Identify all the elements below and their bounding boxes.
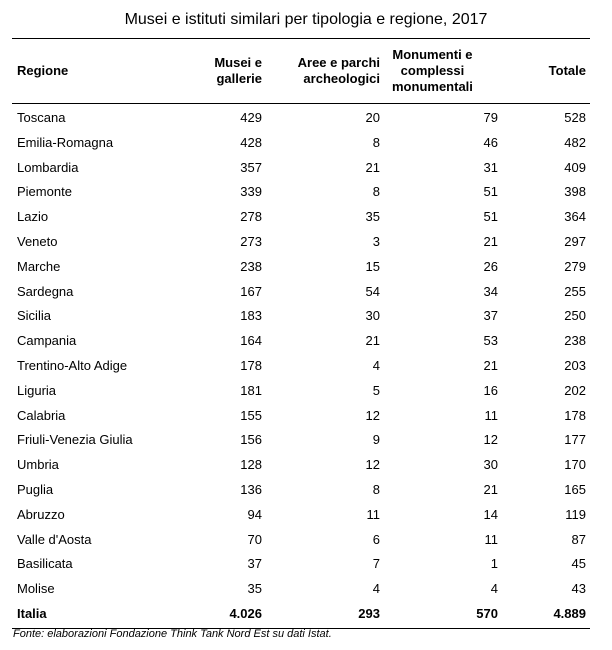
table-row: [12, 329, 590, 354]
cell-aree: 8: [372, 184, 380, 200]
cell-monumenti: 21: [483, 357, 498, 373]
cell-totale: 87: [571, 531, 586, 547]
cell-monumenti: 51: [483, 209, 498, 225]
table-row: [12, 503, 590, 528]
cell-monumenti: 4: [490, 581, 498, 597]
cell-musei: 273: [240, 233, 262, 249]
header-regione: Regione: [17, 63, 69, 78]
cell-regione: Calabria: [17, 407, 66, 423]
cell-musei: 155: [240, 407, 262, 423]
cell-totale: 43: [571, 581, 586, 597]
table-row: [12, 255, 590, 280]
table-row: [12, 552, 590, 577]
cell-totale: 482: [564, 134, 586, 150]
cell-monumenti: 11: [484, 407, 498, 423]
cell-regione: Valle d'Aosta: [17, 531, 92, 547]
cell-totale: 45: [571, 556, 586, 572]
table-row: [12, 156, 590, 181]
cell-regione: Lazio: [17, 209, 49, 225]
cell-musei: 339: [240, 184, 262, 200]
header-musei-line2: gallerie: [216, 71, 262, 86]
cell-regione: Sicilia: [17, 308, 51, 324]
header-totale: Totale: [548, 63, 586, 78]
table-row: [12, 478, 590, 503]
cell-aree: 12: [365, 457, 380, 473]
cell-totale: 409: [564, 159, 586, 175]
cell-musei: 70: [247, 531, 262, 547]
cell-totale: 398: [564, 184, 586, 200]
cell-totale: 364: [564, 209, 586, 225]
header-aree-line1: Aree e parchi: [297, 55, 380, 70]
cell-monumenti: 26: [483, 258, 498, 274]
table-row: [12, 180, 590, 205]
cell-totale: 165: [564, 481, 586, 497]
cell-totale: 255: [564, 283, 586, 299]
total-aree: 293: [358, 605, 380, 621]
cell-musei: 167: [240, 283, 262, 299]
cell-musei: 428: [240, 134, 262, 150]
cell-musei: 183: [240, 308, 262, 324]
cell-aree: 20: [365, 110, 380, 125]
table-row: [12, 577, 590, 602]
table-row: [12, 428, 590, 453]
table-body: [12, 104, 590, 602]
cell-regione: Molise: [17, 581, 55, 597]
cell-totale: 297: [564, 233, 586, 249]
cell-aree: 15: [365, 258, 380, 274]
cell-aree: 8: [372, 134, 380, 150]
cell-monumenti: 79: [483, 110, 498, 125]
cell-monumenti: 12: [483, 432, 498, 448]
header-aree: [270, 39, 380, 103]
cell-musei: 278: [240, 209, 262, 225]
header-monumenti-line2: complessi: [400, 63, 465, 78]
table-row: [12, 230, 590, 255]
table-row: [12, 379, 590, 404]
header-aree-line2: archeologici: [303, 71, 380, 86]
cell-aree: 30: [365, 308, 380, 324]
cell-totale: 177: [564, 432, 586, 448]
cell-totale: 202: [564, 382, 586, 398]
cell-monumenti: 11: [484, 531, 498, 547]
header-monumenti-line3: monumentali: [392, 79, 473, 94]
table-row: [12, 280, 590, 305]
cell-aree: 35: [365, 209, 380, 225]
cell-musei: 37: [247, 556, 262, 572]
total-totale: 4.889: [553, 605, 586, 621]
table-row: [12, 106, 590, 131]
table-row: [12, 528, 590, 553]
total-monumenti: 570: [476, 605, 498, 621]
cell-totale: 250: [564, 308, 586, 324]
cell-monumenti: 21: [483, 233, 498, 249]
cell-musei: 35: [247, 581, 262, 597]
table-row: [12, 205, 590, 230]
cell-musei: 156: [240, 432, 262, 448]
cell-monumenti: 37: [483, 308, 498, 324]
cell-totale: 178: [564, 407, 586, 423]
header-monumenti-line1: Monumenti e: [392, 47, 473, 62]
data-table: [12, 38, 590, 629]
table-row: [12, 404, 590, 429]
cell-musei: 164: [240, 333, 262, 349]
cell-aree: 3: [372, 233, 380, 249]
cell-aree: 4: [372, 357, 380, 373]
cell-aree: 4: [372, 581, 380, 597]
table-row: [12, 453, 590, 478]
header-monumenti: [392, 39, 498, 103]
cell-aree: 6: [372, 531, 380, 547]
cell-totale: 279: [564, 258, 586, 274]
cell-regione: Puglia: [17, 481, 54, 497]
cell-regione: Emilia-Romagna: [17, 134, 114, 150]
cell-aree: 7: [372, 556, 380, 572]
cell-musei: 178: [240, 357, 262, 373]
cell-aree: 9: [372, 432, 380, 448]
cell-musei: 136: [240, 481, 262, 497]
cell-aree: 21: [365, 159, 380, 175]
cell-monumenti: 31: [483, 159, 498, 175]
cell-monumenti: 16: [483, 382, 498, 398]
table-header: [12, 39, 590, 104]
cell-totale: 528: [564, 110, 586, 125]
cell-monumenti: 14: [483, 506, 498, 522]
header-musei: [180, 39, 262, 103]
source-footnote: Fonte: elaborazioni Fondazione Think Tank Nord Est su dati Istat.: [13, 628, 332, 640]
cell-monumenti: 30: [483, 457, 498, 473]
cell-regione: Campania: [17, 333, 77, 349]
cell-regione: Basilicata: [17, 556, 73, 572]
total-regione: Italia: [17, 605, 47, 621]
cell-musei: 238: [240, 258, 262, 274]
cell-monumenti: 34: [483, 283, 498, 299]
cell-musei: 429: [240, 110, 262, 125]
cell-aree: 11: [366, 506, 380, 522]
cell-musei: 181: [240, 382, 262, 398]
cell-musei: 94: [247, 506, 262, 522]
cell-monumenti: 1: [490, 556, 498, 572]
cell-aree: 12: [365, 407, 380, 423]
total-musei: 4.026: [229, 605, 262, 621]
table-row: [12, 131, 590, 156]
table-row: [12, 354, 590, 379]
cell-monumenti: 51: [483, 184, 498, 200]
cell-totale: 203: [564, 357, 586, 373]
cell-regione: Liguria: [17, 382, 57, 398]
cell-musei: 357: [240, 159, 262, 175]
cell-aree: 54: [365, 283, 380, 299]
cell-regione: Umbria: [17, 457, 59, 473]
cell-totale: 119: [565, 506, 586, 522]
cell-regione: Abruzzo: [17, 506, 65, 522]
cell-regione: Veneto: [17, 233, 58, 249]
cell-regione: Friuli-Venezia Giulia: [17, 432, 133, 448]
cell-monumenti: 21: [483, 481, 498, 497]
cell-musei: 128: [240, 457, 262, 473]
table-title: Musei e istituti similari per tipologia e regione, 2017: [124, 11, 488, 28]
table-row: [12, 304, 590, 329]
header-musei-line1: Musei e: [214, 55, 262, 70]
cell-regione: Toscana: [17, 110, 66, 125]
cell-monumenti: 53: [483, 333, 498, 349]
cell-regione: Sardegna: [17, 283, 74, 299]
cell-totale: 170: [564, 457, 586, 473]
cell-regione: Lombardia: [17, 159, 79, 175]
cell-regione: Piemonte: [17, 184, 72, 200]
cell-monumenti: 46: [483, 134, 498, 150]
cell-aree: 5: [372, 382, 380, 398]
cell-regione: Trentino-Alto Adige: [17, 357, 128, 373]
total-row: [12, 602, 590, 629]
cell-regione: Marche: [17, 258, 61, 274]
cell-aree: 8: [372, 481, 380, 497]
cell-totale: 238: [564, 333, 586, 349]
cell-aree: 21: [365, 333, 380, 349]
